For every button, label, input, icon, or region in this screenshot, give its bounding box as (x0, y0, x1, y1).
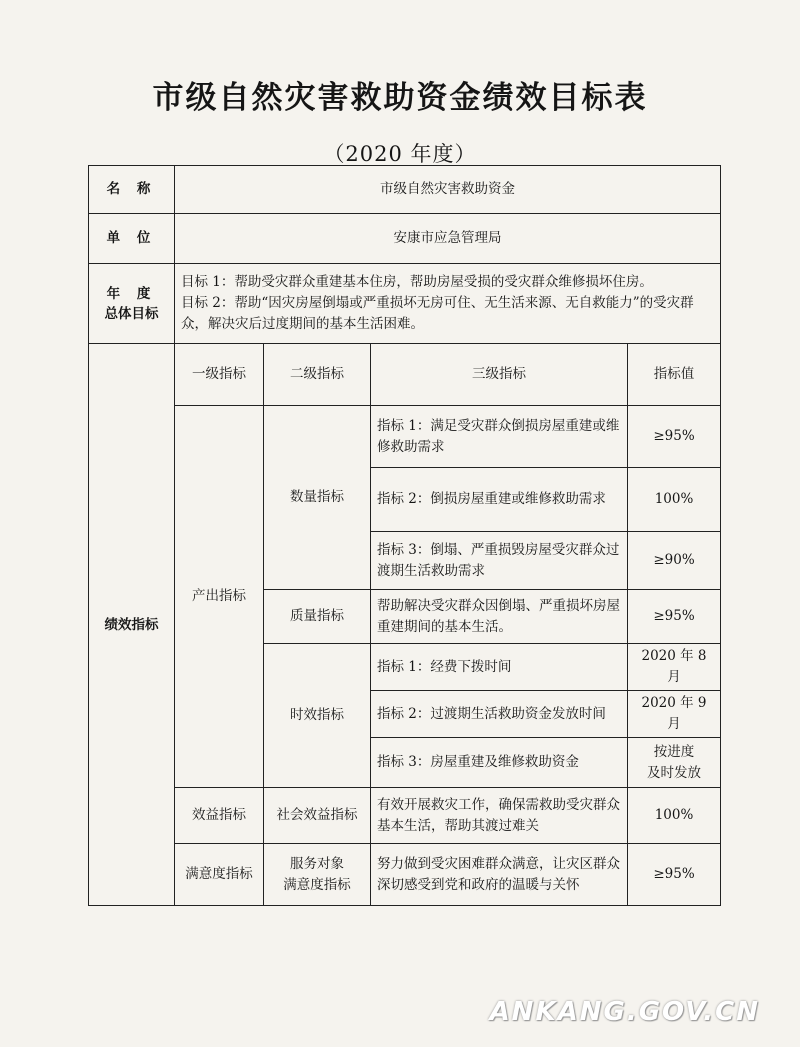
name-value: 市级自然灾害救助资金 (175, 166, 721, 214)
performance-target-table (88, 165, 721, 906)
header-level1: 一级指标 (175, 344, 264, 406)
indicator-value: ≥90% (628, 532, 721, 590)
indicator-text: 指标 3：倒塌、严重损毁房屋受灾群众过渡期生活救助需求 (371, 532, 628, 590)
document-year: （2020 年度） (323, 142, 477, 166)
header-level3: 三级指标 (371, 344, 628, 406)
indicator-text: 指标 2：倒损房屋重建或维修救助需求 (371, 468, 628, 532)
header-value: 指标值 (628, 344, 721, 406)
indicator-value (628, 738, 721, 788)
output-indicator: 产出指标 (175, 406, 264, 788)
quality-indicator: 质量指标 (264, 590, 371, 644)
table-row (89, 214, 721, 264)
goal-1: 目标 1：帮助受灾群众重建基本住房，帮助房屋受损的受灾群众维修损坏住房。 (181, 274, 653, 290)
indicator-text: 帮助解决受灾群众因倒塌、严重损坏房屋重建期间的基本生活。 (371, 590, 628, 644)
indicator-text: 指标 3：房屋重建及维修救助资金 (371, 738, 628, 788)
unit-label: 单 位 (89, 214, 175, 264)
indicator-value: 2020 年 9 月 (628, 691, 721, 738)
indicator-value: 2020 年 8 月 (628, 644, 721, 691)
satisfaction-indicator: 满意度指标 (175, 844, 264, 906)
service-satisfaction-line2: 满意度指标 (283, 876, 351, 893)
indicator-value: 100% (628, 788, 721, 844)
quantity-indicator: 数量指标 (264, 406, 371, 590)
performance-indicator-label: 绩效指标 (89, 344, 175, 906)
table-row (89, 844, 721, 906)
indicator-text: 指标 1：满足受灾群众倒损房屋重建或维修救助需求 (371, 406, 628, 468)
unit-value: 安康市应急管理局 (175, 214, 721, 264)
table-row (89, 788, 721, 844)
indicator-text: 努力做到受灾困难群众满意，让灾区群众深切感受到党和政府的温暖与关怀 (371, 844, 628, 906)
timeliness-indicator: 时效指标 (264, 644, 371, 788)
indicator-value-line2: 及时发放 (647, 764, 701, 781)
service-satisfaction-line1: 服务对象 (290, 855, 344, 872)
goal-2: 目标 2：帮助“因灾房屋倒塌或严重损坏无房可住、无生活来源、无自救能力”的受灾群众，解决灾后过度期间的基本生活困难。 (181, 295, 694, 332)
indicator-value: ≥95% (628, 590, 721, 644)
table-row (89, 344, 721, 406)
benefit-indicator: 效益指标 (175, 788, 264, 844)
name-label: 名 称 (89, 166, 175, 214)
header-level2: 二级指标 (264, 344, 371, 406)
indicator-text: 指标 2：过渡期生活救助资金发放时间 (371, 691, 628, 738)
indicator-value: ≥95% (628, 406, 721, 468)
table-row (89, 166, 721, 214)
indicator-value: 100% (628, 468, 721, 532)
indicator-value: ≥95% (628, 844, 721, 906)
site-watermark: ANKANG.GOV.CN (489, 997, 760, 1027)
annual-goal-label-line1: 年 度 (106, 285, 157, 302)
social-benefit-indicator: 社会效益指标 (264, 788, 371, 844)
annual-goal-label-line2: 总体目标 (104, 305, 159, 322)
indicator-text: 指标 1：经费下拨时间 (371, 644, 628, 691)
annual-goal-text (175, 264, 721, 344)
indicator-text: 有效开展救灾工作，确保需救助受灾群众基本生活，帮助其渡过难关 (371, 788, 628, 844)
indicator-value-line1: 按进度 (653, 743, 695, 760)
table-row (89, 264, 721, 344)
table-row (89, 406, 721, 468)
document-title: 市级自然灾害救助资金绩效目标表 (152, 80, 648, 116)
annual-goal-label (89, 264, 175, 344)
service-satisfaction-indicator (264, 844, 371, 906)
